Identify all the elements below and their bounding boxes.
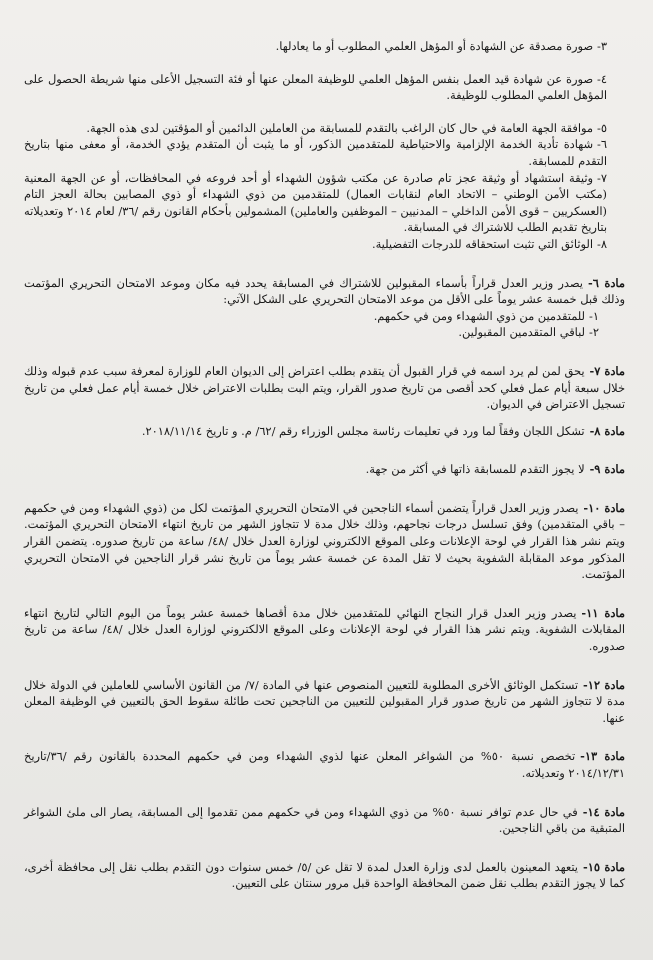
article-11 <box>24 605 625 655</box>
article-text: يصدر وزير العدل قراراً يتضمن أسماء الناجحين في الامتحان التحريري المؤتمت لكل من (ذوي الشهداء ومن في حكمهم – باقي المتقدمين) وفق تسلسل درجات نجاحهم، وذلك خلال مدة لا تتجاوز الشهر من تاريخ انتهاء الامتحان التحريري المؤتمت. ويتم نشر هذا القرار في لوحة الإعلانات وعلى الموقع الالكتروني لوزارة العدل خلال /٤٨/ ساعة من تاريخ صدوره. يتضمن القرار المذكور موعد المقابلة الشفوية بحيث لا تقل المدة عن خمسة عشر يوماً من تاريخ نشر قرار الناجحين في الامتحان التحريري المؤتمت. <box>24 500 625 582</box>
list-item: ٢-لباقي المتقدمين المقبولين. <box>458 325 599 340</box>
article-9 <box>24 461 625 478</box>
article-title: مادة ٩- <box>589 462 625 477</box>
list-item: ٧-وثيقة استشهاد أو وثيقة عجز تام صادرة عن مكتب شؤون الشهداء أو أحد فروعه في المحافظات، أو عن الجهة المعنية (مكتب الأمن الوطني – الاتحاد العام لنقابات العمال) للمتقدمين من ذوي الشهداء أو ذوي المصابين بحالة العجز التام (العسكريين – قوى الأمن الداخلي – المدنيين – الموظفين والعاملين) المشمولين بأحكام القانون رقم /٣٦/ لعام ٢٠١٤ وتعديلاته بتاريخ تقديم الطلب للاشتراك في المسابقة. <box>24 170 607 235</box>
list-item: ٨-الوثائق التي تثبت استحقاقه للدرجات التفضيلية. <box>371 236 607 251</box>
article-7 <box>24 363 625 413</box>
list-item: ١-للمتقدمين من ذوي الشهداء ومن في حكمهم. <box>373 308 599 323</box>
article-text: لا يجوز التقدم للمسابقة ذاتها في أكثر من جهة. <box>365 462 585 477</box>
article-text: في حال عدم توافر نسبة ٥٠% من ذوي الشهداء ومن في حكمهم ممن تقدموا إلى المسابقة، يصار الى ملئ الشواغر المتبقية من باقي الناجحين. <box>24 804 625 836</box>
article-14 <box>24 804 625 837</box>
article-13 <box>24 748 625 781</box>
article-title: مادة ١١- <box>581 605 626 620</box>
article-6-sublist <box>24 308 625 341</box>
article-6 <box>24 275 625 341</box>
list-item: ٥-موافقة الجهة العامة في حال كان الراغب بالتقدم للمسابقة من العاملين الدائمين أو المؤقتين لدى هذه الجهة. <box>86 120 607 135</box>
article-8 <box>24 423 625 440</box>
article-10 <box>24 500 625 583</box>
required-documents-list <box>24 38 625 253</box>
article-title: مادة ١٢- <box>583 677 626 692</box>
list-item: ٦-شهادة تأدية الخدمة الإلزامية والاحتياطية للمتقدمين الذكور، أو ما يثبت أن المتقدم يؤدي الخدمة، أو معفى منها بتاريخ التقدم للمسابقة. <box>24 137 607 168</box>
article-title: مادة ١٤- <box>582 804 625 819</box>
article-title: مادة ٧- <box>589 363 626 378</box>
article-text: تشكل اللجان وفقاً لما ورد في تعليمات رئاسة مجلس الوزراء رقم /٦٢/ م. و تاريخ ٢٠١٨/١١/١٤. <box>141 423 585 438</box>
article-title: مادة ١٠- <box>583 500 625 515</box>
article-text: يصدر وزير العدل قرار النجاح النهائي للمتقدمين خلال مدة أقصاها خمسة عشر يوماً من اليوم التالي لتاريخ انتهاء المقابلات الشفوية. ويتم نشر هذا القرار في لوحة الإعلانات وعلى الموقع الالكتروني لوزارة العدل خلال /٤٨/ ساعة من تاريخ صدوره. <box>24 605 625 654</box>
article-15 <box>24 859 625 892</box>
list-item: ٤-صورة عن شهادة قيد العمل بنفس المؤهل العلمي للوظيفة المعلن عنها أو فئة التسجيل الأعلى منها شريطة الحصول على المؤهل العلمي المطلوب للوظيفة. <box>24 71 607 103</box>
article-title: مادة ٨- <box>589 423 625 438</box>
article-text: تخصص نسبة ٥٠% من الشواغر المعلن عنها لذوي الشهداء ومن في حكمهم المحددة بالقانون رقم /٣٦/تاريخ ٢٠١٤/١٢/٣١ وتعديلاته. <box>24 749 625 780</box>
article-text: تستكمل الوثائق الأخرى المطلوبة للتعيين المنصوص عنها في المادة /٧/ من القانون الأساسي للعاملين في الدولة خلال مدة لا تتجاوز الشهر من تاريخ صدور قرار المقبولين للتعيين من الناجحين تحت طائلة سقوط الحق بالتعيين في الوظيفة المعلن عنها. <box>24 677 625 725</box>
article-title: مادة ١٣- <box>580 749 625 764</box>
article-text: يحق لمن لم يرد اسمه في قرار القبول أن يتقدم بطلب اعتراض إلى الديوان العام للوزارة لمعرفة سبب عدم قبوله وذلك خلال سبعة أيام عمل فعلي كحد أقصى من تاريخ صدور القرار، ويتم البت بطلبات الاعتراض خلال خمسة أيام عمل فعلي من تاريخ تسجيل الاعتراض في الديوان. <box>24 363 625 412</box>
article-text: يتعهد المعينون بالعمل لدى وزارة العدل لمدة لا تقل عن /٥/ خمس سنوات دون التقدم بطلب نقل إلى محافظة أخرى، كما لا يجوز التقدم بطلب نقل ضمن المحافظة الواحدة قبل مرور سنتان على التعيين. <box>24 859 625 891</box>
article-12 <box>24 677 625 727</box>
article-text: يصدر وزير العدل قراراً بأسماء المقبولين للاشتراك في المسابقة يحدد فيه مكان وموعد الامتحان التحريري المؤتمت وذلك قبل خمسة عشر يوماً على الأقل من موعد الامتحان التحريري على الشكل الآتي: <box>24 275 625 307</box>
list-item: ٣-صورة مصدقة عن الشهادة أو المؤهل العلمي المطلوب أو ما يعادلها. <box>275 39 607 53</box>
article-title: مادة ٦- <box>587 275 625 290</box>
article-title: مادة ١٥- <box>582 859 625 874</box>
